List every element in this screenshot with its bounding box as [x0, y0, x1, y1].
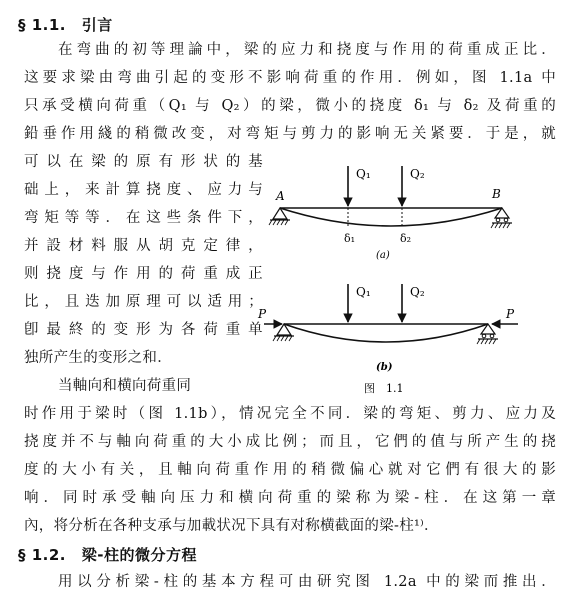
text-line: 这要求梁由弯曲引起的变形不影响荷重的作用．例如，图 1.1a 中: [24, 70, 556, 86]
label-delta1: δ₁: [344, 232, 356, 245]
text-line: 并設材料服从胡克定律，: [24, 238, 263, 254]
section-title: 引言: [81, 16, 113, 34]
figure-drawing: [258, 162, 566, 402]
deflected-curve: [284, 324, 488, 342]
label-a: A: [276, 189, 285, 203]
section-number: § 1.1.: [18, 16, 66, 34]
figure-1-1: [258, 162, 566, 402]
text-line: 內，将分析在各种支承与加載状况下具有对称横截面的梁-柱¹⁾．: [24, 518, 439, 534]
label-p-right: P: [506, 307, 515, 321]
figure-part-b: [257, 284, 518, 395]
text-line: 卽最終的变形为各荷重单: [24, 322, 263, 338]
text-line: 鉛垂作用綫的稍微改变，对弯矩与剪力的影响无关紧要．于是，就: [24, 126, 556, 142]
label-q2: Q₂: [410, 285, 425, 299]
caption-b: (b): [376, 362, 393, 373]
text-line: 响．同时承受軸向压力和横向荷重的梁称为梁-柱．在这第一章: [24, 490, 556, 506]
figure-part-a: [269, 166, 512, 261]
section-title: 梁-柱的微分方程: [81, 546, 197, 564]
text-line: 独所产生的变形之和．: [24, 350, 172, 366]
label-q1: Q₁: [356, 285, 371, 299]
text-line: 弯矩等等．在这些条件下，: [24, 210, 263, 226]
text-line: 比，且迭加原理可以适用；: [24, 294, 263, 310]
text-line: 可以在梁的原有形状的基: [24, 154, 263, 170]
label-q2: Q₂: [410, 167, 425, 181]
text-line: 时作用于梁时（图 1.1b），情况完全不同．梁的弯矩、剪力、应力及: [24, 406, 556, 422]
section-number: § 1.2.: [18, 546, 66, 564]
text-line: 则挠度与作用的荷重成正: [24, 266, 263, 282]
deflected-curve: [280, 208, 502, 226]
text-line: 础上，来計算挠度、应力与: [24, 182, 263, 198]
label-q1: Q₁: [356, 167, 371, 181]
label-b: B: [492, 187, 501, 201]
section-heading-1-1: [18, 14, 113, 35]
label-delta2: δ₂: [400, 232, 412, 245]
text-line: 度的大小有关，且軸向荷重作用的稍微偏心就对它們有很大的影: [24, 462, 556, 478]
figure-caption: 图 1.1: [364, 382, 404, 395]
text-line: 挠度并不与軸向荷重的大小成比例；而且，它們的值与所产生的挠: [24, 434, 556, 450]
text-line: 用以分析梁-柱的基本方程可由研究图 1.2a 中的梁而推出．: [58, 574, 556, 590]
caption-a: (a): [376, 250, 390, 261]
label-p-left: P: [258, 307, 267, 321]
text-line: 当軸向和横向荷重同: [58, 378, 192, 394]
section-heading-1-2: [18, 544, 197, 565]
text-line: 在弯曲的初等理論中，梁的应力和挠度与作用的荷重成正比．: [58, 42, 556, 58]
text-line: 只承受横向荷重（Q₁ 与 Q₂）的梁，微小的挠度 δ₁ 与 δ₂ 及荷重的: [24, 98, 556, 114]
